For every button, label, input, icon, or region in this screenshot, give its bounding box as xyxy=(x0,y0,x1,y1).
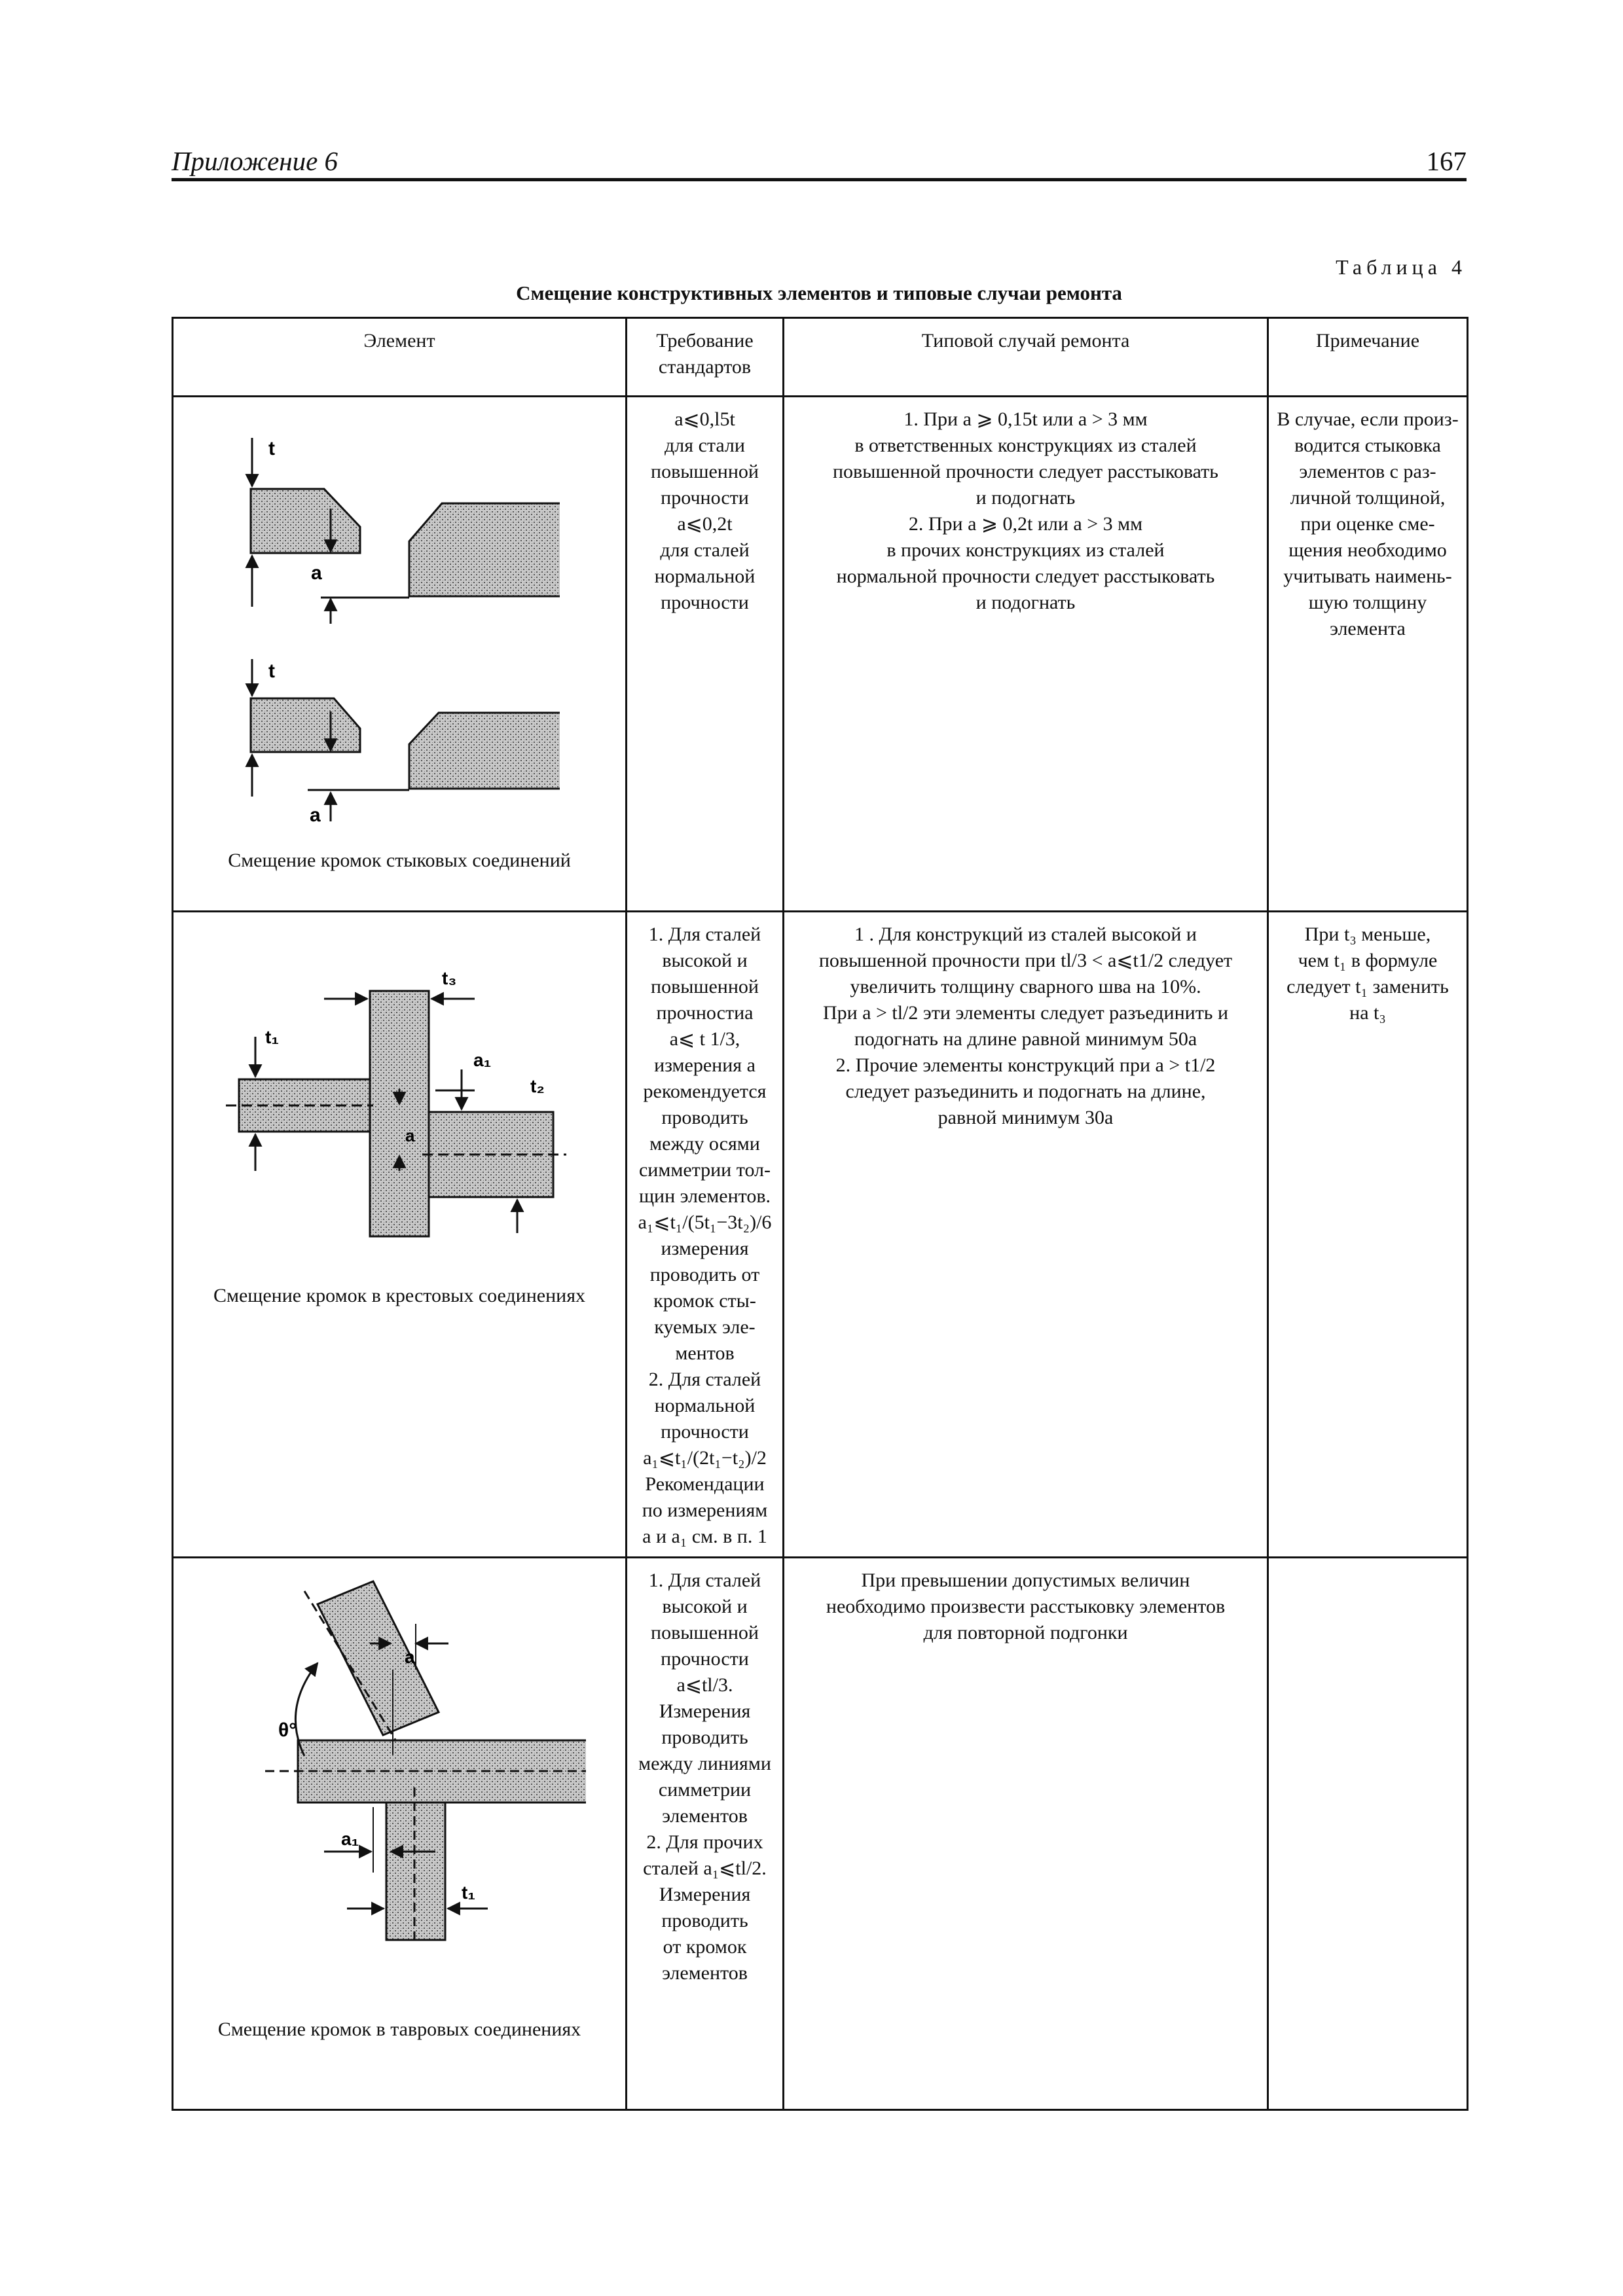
req-line: проводить xyxy=(661,1910,748,1931)
req-line: прочности xyxy=(661,592,749,613)
repair-line: При a > tl/2 эти элементы следует разъединить и xyxy=(822,1002,1229,1024)
req-line: нормальной xyxy=(654,1395,756,1416)
butt-label-t-upper: t xyxy=(268,438,275,459)
cruciform-label-t2: t₂ xyxy=(530,1076,545,1096)
col-header-note: Примечание xyxy=(1268,318,1468,397)
repair-line: и подогнать xyxy=(976,592,1076,613)
req-line: по измерениям xyxy=(642,1499,768,1521)
col-header-repair: Типовой случай ремонта xyxy=(784,318,1268,397)
table-row xyxy=(173,912,1468,1558)
t-joint-label-a: a xyxy=(405,1647,415,1667)
req-line: рекомендуется xyxy=(643,1081,767,1102)
repair-line: равной минимум 30a xyxy=(938,1107,1114,1128)
butt-plate-left-upper xyxy=(251,489,360,553)
col-header-element: Элемент xyxy=(173,318,627,397)
req-line: прочности xyxy=(661,487,749,509)
req-line: высокой и xyxy=(662,950,748,971)
req-line: a₁⩽t₁/(5t₁−3t₂)/6 xyxy=(638,1211,772,1233)
repair-line: 2. Прочие элементы конструкций при a > t1/2 xyxy=(835,1054,1216,1076)
req-line: элементов xyxy=(662,1805,748,1827)
req-line: повышенной xyxy=(651,1622,759,1643)
repair-cell xyxy=(784,397,1268,912)
table-title: Смещение конструктивных элементов и типовые случаи ремонта xyxy=(516,281,1122,304)
req-line: для сталей xyxy=(660,539,750,561)
repair-line: увеличить толщину сварного шва на 10%. xyxy=(850,976,1201,997)
req-line: прочности xyxy=(661,1648,749,1670)
repair-line: повышенной прочности при tl/3 < a⩽t1/2 следует xyxy=(818,950,1233,971)
butt-label-t-lower: t xyxy=(268,660,275,682)
req-line: симметрии тол- xyxy=(638,1159,771,1181)
note-line: шую толщину xyxy=(1308,592,1427,613)
note-line: водится стыковка xyxy=(1294,435,1441,456)
req-line: измерения a xyxy=(654,1054,756,1076)
req-line: a₁⩽t₁/(2t₁−t₂)/2 xyxy=(643,1447,767,1469)
req-line: a⩽tl/3. xyxy=(676,1674,733,1696)
element-caption: Смещение кромок в крестовых соединениях xyxy=(213,1285,586,1306)
repair-line: в ответственных конструкциях из сталей xyxy=(854,435,1197,456)
butt-joint-figure xyxy=(193,417,560,829)
butt-plate-right-upper xyxy=(409,503,560,596)
note-line: щения необходимо xyxy=(1288,539,1447,561)
note-cell xyxy=(1268,912,1468,1558)
note-cell xyxy=(1268,397,1468,912)
req-line: для стали xyxy=(665,435,745,456)
req-line: Рекомендации xyxy=(645,1473,765,1495)
req-line: проводить от xyxy=(649,1264,760,1285)
req-line: прочностиа xyxy=(656,1002,754,1024)
requirement-cell xyxy=(627,397,784,912)
req-line: элементов xyxy=(662,1962,748,1984)
repair-line: следует разъединить и подогнать на длине, xyxy=(845,1081,1206,1102)
req-line: высокой и xyxy=(662,1596,748,1617)
req-line: проводить xyxy=(661,1107,748,1128)
t-joint-inclined-plate xyxy=(318,1581,439,1735)
note-line: элементов с раз- xyxy=(1299,461,1436,482)
repair-line: 2. При a ⩾ 0,2t или a > 3 мм xyxy=(908,513,1143,535)
t-joint-stem-plate xyxy=(386,1803,445,1940)
req-line: измерения xyxy=(661,1238,749,1259)
note-line: элемента xyxy=(1330,618,1406,639)
req-line: ментов xyxy=(675,1342,735,1364)
repair-line: 1. При a ⩾ 0,15t или a > 3 мм xyxy=(903,408,1148,430)
req-line: нормальной xyxy=(654,565,756,587)
req-line: a и a₁ см. в п. 1 xyxy=(642,1526,767,1547)
note-line: личной толщиной, xyxy=(1290,487,1446,509)
note-line: на t₃ xyxy=(1349,1002,1386,1024)
butt-label-a-upper: a xyxy=(311,562,322,584)
repair-cell xyxy=(784,912,1268,1558)
cruciform-label-a1: a₁ xyxy=(473,1050,492,1070)
header-title: Приложение 6 xyxy=(172,146,338,176)
repair-line: 1 . Для конструкций из сталей высокой и xyxy=(854,924,1197,945)
element-caption: Смещение кромок стыковых соединений xyxy=(228,850,571,871)
col-header-requirement-text: Требование стандартов xyxy=(656,330,754,378)
note-line: В случае, если произ- xyxy=(1277,408,1459,430)
req-line: 1. Для сталей xyxy=(648,1570,761,1591)
requirement-cell xyxy=(627,912,784,1558)
element-cell-butt xyxy=(173,397,627,912)
running-header xyxy=(172,145,1467,181)
req-line: проводить xyxy=(661,1727,748,1748)
element-cell-t-joint xyxy=(173,1558,627,2110)
repair-line: в прочих конструкциях из сталей xyxy=(886,539,1165,561)
cruciform-label-t1: t₁ xyxy=(265,1027,279,1047)
req-line: щин элементов. xyxy=(638,1185,771,1207)
element-caption: Смещение кромок в тавровых соединениях xyxy=(217,2018,581,2040)
req-line: a⩽0,l5t xyxy=(674,408,735,430)
note-line: При t₃ меньше, xyxy=(1304,924,1431,945)
cruciform-vertical-plate xyxy=(370,991,429,1236)
req-line: повышенной xyxy=(651,976,759,997)
t-joint-label-theta: θ° xyxy=(278,1719,297,1741)
req-line: a⩽0,2t xyxy=(677,513,733,535)
t-joint-label-a1: a₁ xyxy=(341,1829,359,1849)
req-line: Измерения xyxy=(659,1884,751,1905)
col-header-requirement xyxy=(627,318,784,397)
butt-label-a-lower: a xyxy=(310,804,321,826)
repair-line: и подогнать xyxy=(976,487,1076,509)
cruciform-joint-figure xyxy=(226,952,593,1240)
req-line: прочности xyxy=(661,1421,749,1443)
note-line: при оценке сме- xyxy=(1300,513,1435,535)
t-joint-figure xyxy=(219,1571,586,1951)
table-row xyxy=(173,1558,1468,2110)
cruciform-label-a: a xyxy=(405,1126,415,1145)
cruciform-label-t3: t₃ xyxy=(442,968,457,988)
note-line: чем t₁ в формуле xyxy=(1298,950,1438,971)
req-line: симметрии xyxy=(658,1779,752,1801)
req-line: между линиями xyxy=(638,1753,771,1774)
req-line: повышенной xyxy=(651,461,759,482)
repair-line: подогнать на длине равной минимум 50a xyxy=(854,1028,1197,1050)
req-line: a⩽ t 1/3, xyxy=(669,1028,740,1050)
req-line: сталей a₁⩽tl/2. xyxy=(643,1857,767,1879)
req-line: куемых эле- xyxy=(654,1316,756,1338)
requirement-cell xyxy=(627,1558,784,2110)
repair-line: повышенной прочности следует расстыковать xyxy=(833,461,1218,482)
page-number: 167 xyxy=(1426,146,1467,176)
req-line: 1. Для сталей xyxy=(648,924,761,945)
note-line: учитывать наимень- xyxy=(1283,565,1452,587)
req-line: кромок сты- xyxy=(653,1290,756,1312)
note-line: следует t₁ заменить xyxy=(1286,976,1449,997)
table-header-row xyxy=(173,318,1468,397)
req-line: Измерения xyxy=(659,1700,751,1722)
butt-plate-right-lower xyxy=(409,713,560,789)
repair-line: для повторной подгонки xyxy=(923,1622,1128,1643)
req-line: от кромок xyxy=(663,1936,747,1958)
element-cell-cruciform xyxy=(173,912,627,1558)
repair-line: нормальной прочности следует расстыковать xyxy=(836,565,1215,587)
req-line: 2. Для прочих xyxy=(646,1831,763,1853)
repair-table xyxy=(172,317,1468,2111)
t-joint-label-t1: t₁ xyxy=(462,1882,475,1903)
note-cell xyxy=(1268,1558,1468,2110)
req-line: 2. Для сталей xyxy=(648,1369,761,1390)
repair-line: При превышении допустимых величин xyxy=(861,1570,1190,1591)
table-label: Таблица 4 xyxy=(1336,255,1467,279)
table-row xyxy=(173,397,1468,912)
repair-cell xyxy=(784,1558,1268,2110)
butt-plate-left-lower xyxy=(251,698,360,752)
req-line: между осями xyxy=(649,1133,760,1155)
repair-line: необходимо произвести расстыковку элементов xyxy=(826,1596,1226,1617)
